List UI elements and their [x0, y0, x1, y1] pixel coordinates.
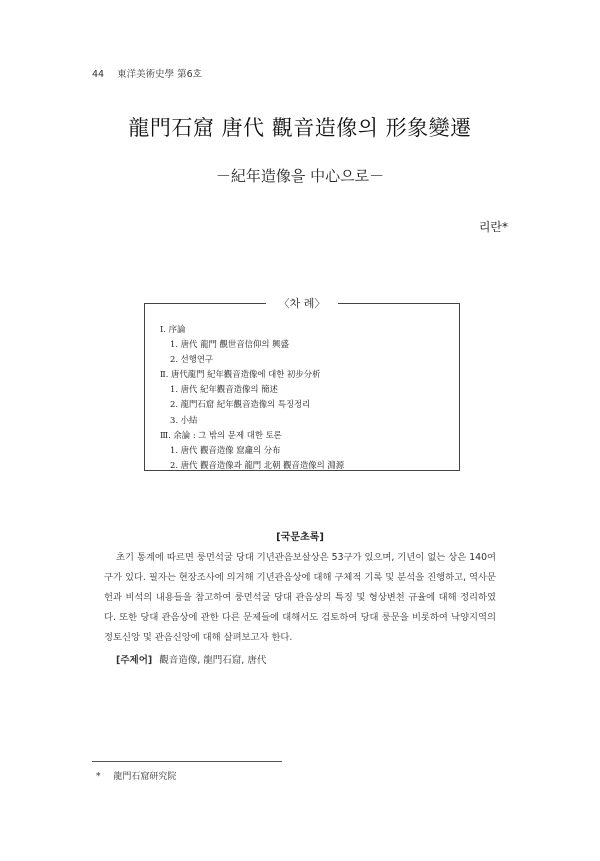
toc-item: Ⅱ. 唐代龍門 紀年觀音造像에 대한 初步分析 — [160, 369, 321, 380]
footnote-text: 龍門石窟研究院 — [113, 772, 177, 782]
toc-item: 1. 唐代 龍門 觀世音信仰의 興盛 — [170, 339, 289, 350]
running-header — [92, 66, 202, 80]
paper-title: 龍門石窟 唐代 觀音造像의 形象變遷 — [128, 116, 472, 140]
keywords — [116, 652, 266, 666]
toc-item: Ⅰ. 序論 — [160, 324, 186, 334]
author-name: 리란* — [478, 220, 508, 234]
toc-item: 1. 唐代 觀音造像 窟龕의 分布 — [170, 444, 281, 455]
toc-item: 2. 唐代 觀音造像과 龍門 北朝 觀音造像의 淵源 — [170, 459, 345, 470]
toc-item: 3. 小結 — [170, 414, 198, 425]
abstract-body: 초기 통계에 따르면 룽먼석굴 당대 기년관음보살상은 53구가 있으며, 기년이 없는 상은 140여구가 있다. 필자는 현장조사에 의거해 기년관음상에 대해 구체적 기록 및 분석을 진행하고, 역사문헌과 비석의 내용들을 참고하여 룽먼석굴 당대 관음상의 특징 및 형상변천 규율에 대해 정리하였다. 또한 당대 관음상에 관한 다른 문제들에 대해서도 검토하여 당대 룽문을 비롯하여 낙양지역의 정토신앙 및 관음신앙에 대해 살펴보고자 한다. — [104, 552, 496, 643]
keywords-value: 觀音造像, 龍門石窟, 唐代 — [159, 655, 267, 666]
footnote-divider — [92, 761, 282, 762]
toc-heading: 〈차 례〉 — [266, 295, 338, 311]
toc-item: 2. 선행연구 — [170, 354, 214, 365]
page-number: 44 — [92, 69, 105, 80]
footnote-mark: * — [96, 772, 101, 782]
toc-item: Ⅲ. 余論 : 그 밖의 문제 대한 토론 — [160, 429, 282, 440]
toc-item: 1. 唐代 紀年觀音造像의 簡述 — [170, 384, 278, 395]
abstract-heading: [국문초록] — [276, 532, 324, 543]
footnote — [96, 769, 176, 782]
paper-subtitle: －紀年造像을 中心으로－ — [215, 167, 385, 185]
keywords-label: [주제어] — [116, 655, 153, 666]
toc-list — [160, 322, 456, 473]
toc-item: 2. 龍門石窟 紀年觀音造像의 특징정리 — [170, 399, 311, 410]
journal-name: 東洋美術史學 第6호 — [117, 69, 202, 80]
